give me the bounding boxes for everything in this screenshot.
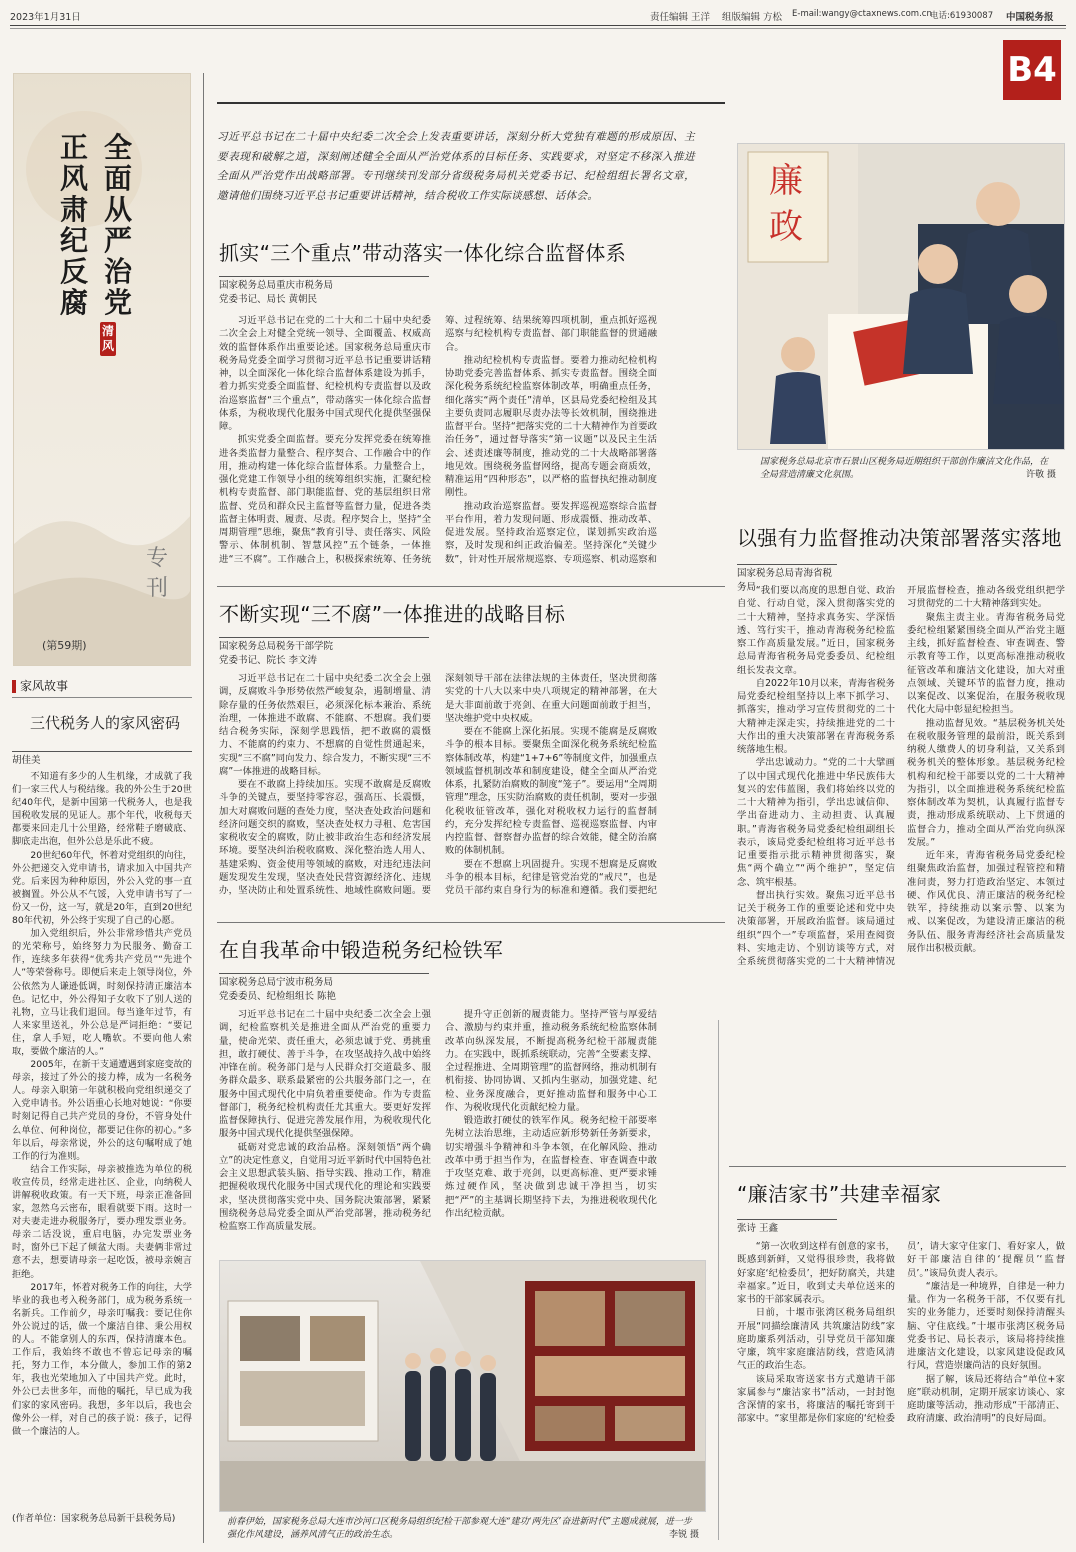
article-4-bottom-rule: [729, 1166, 1066, 1167]
family-para: 2017年，怀着对税务工作的向往，大学毕业的我也考入税务部门，成为税务系统一名新兵。工作前夕，母亲叮嘱我：要记住你外公说过的话，做一个廉洁自律、秉公用权的人。不能拿别人的东西，保持清廉本色。工作后，我始终不敢也不曾忘记母亲的嘱托，努力工作，本分做人，参加工作的第2年，我也光荣地加入了中国共产党。此时，外公已去世多年，而他的嘱托，早已成为我们家的家风密码。我想，多年以后，我也会像外公一样，对自己的孩子说：孩子，记得做一个廉洁的人。: [12, 1281, 192, 1437]
header-email: E-mail:wangy@ctaxnews.com.cn: [792, 9, 932, 19]
column-divider: [203, 73, 204, 1543]
banner-title-line-1: 全面从严治党: [103, 131, 132, 319]
article-4-para: 聚焦主责主业。青海省税务局党委纪检组紧紧围绕全面从严治党主题主线，抓好监督检查、审查调查、警示教育等工作，以更高标准推动税收征管改革和廉洁文化建设，加大对重点领域、关键环节的监督力度，推动以案促改、以案促治，在服务税收现代化大局中彰显纪检担当。: [907, 611, 1065, 716]
header-date: 2023年1月31日: [10, 12, 81, 23]
banner-title-line-2: 正风肃纪反腐: [59, 131, 88, 319]
intro-top-rule: [217, 102, 725, 104]
exhibition-photo-illustration: [220, 1261, 706, 1512]
banner-zhuankan: 专刊: [145, 546, 168, 601]
article-5-body: [737, 1240, 1065, 1542]
lianzheng-caption-credit: 许敬 摄: [1026, 470, 1056, 480]
header-paper-name: 中国税务报: [1006, 12, 1054, 23]
family-para: 20世纪60年代，怀着对党组织的向往，外公把递交入党申请书，请求加入中国共产党。后来因为种种原因，外公入党的事一直被搁置。外公从不气馁，入党申请书写了一份又一份，这一写，就是20年，直到20世纪80年代初，外公终于实现了自己的心愿。: [12, 849, 192, 927]
family-body: [12, 770, 192, 1510]
family-para: 结合工作实际，母亲被推选为单位的税收宣传员，经常走进社区、企业，向纳税人讲解税收政策。有一天下班，母亲正准备回家，忽然乌云密布，眼看就要下雨。这时一对夫妻走进办税服务厅，要办理发票业务。母亲二话没说，重启电脑，办完发票业务时，窗外已下起了倾盆大雨。夫妻俩非常过意不去，想要请母亲一起吃饭，被母亲婉言拒绝。: [12, 1163, 192, 1280]
exhibition-caption-credit: 李锐 摄: [669, 1530, 699, 1540]
article-1-author: 党委书记、局长 黄朝民: [219, 293, 318, 305]
section-tag: 家风故事: [12, 680, 68, 693]
article-1-byline: [219, 276, 429, 306]
banner-seal: 清风: [100, 322, 116, 356]
article-1-title: 抓实“三个重点”带动落实一体化综合监督体系: [219, 241, 627, 265]
article-2-author: 党委书记、院长 李文涛: [219, 654, 318, 666]
article-3-author: 党委委员、纪检组组长 陈艳: [219, 990, 337, 1002]
article-3-title: 在自我革命中锻造税务纪检铁军: [219, 938, 504, 962]
article-4-byline: 国家税务总局青海省税务局: [737, 564, 837, 594]
article-4-para: 学出忠诚动力。“党的二十大擘画了以中国式现代化推进中华民族伟大复兴的宏伟蓝图，我们将始终以党的二十大精神为指引，学出忠诚信仰、学出奋进动力、主动担责、认真履职。”青海省税务局党委纪检组副组长表示，该局党委纪检组将习近平总书记重要指示批示精神贯彻落实，聚焦“两个确立”“两个维护”，坚定信念、筑牢根基。: [737, 757, 895, 888]
article-1-body: [219, 314, 657, 576]
header-rule: [10, 25, 1066, 26]
lianzheng-photo-caption: [760, 456, 1056, 484]
column-banner: [13, 73, 191, 666]
article-3-para: 锻造敢打硬仗的铁军作风。税务纪检干部要率先树立法治思维，主动适应新形势新任务新要求，切实增强斗争精神和斗争本领，在化解风险、推动改革中勇于担当作为，在监督检查、审查调查中敢于攻坚克难、敢于亮剑，以更高标准、更严要求锤炼过硬作风，坚决做到忠诚干净担当，切实把“严”的主基调长期坚持下去，为推进税收现代化作出纪检贡献。: [445, 1115, 657, 1219]
article-4-para: “我们要以高度的思想自觉、政治自觉、行动自觉，深入贯彻落实党的二十大精神，坚持求真务实、学深悟透、笃行实干，推动青海税务纪检监察工作高质量发展。”近日，国家税务总局青海省税务局党委委员、纪检组组长发表文章。: [737, 585, 895, 676]
exhibition-photo: [219, 1260, 706, 1512]
article-3-para: 提升守正创新的履责能力。坚持严管与厚爱结合、激励与约束并重，推动税务系统纪检监察体制改革向纵深发展，不断提高税务纪检干部履责能力。在实践中，既抓系统联动，完善“全要素支撑、全过程推进、全周期管理”的监督网络，推动机制有机衔接、协同协调、又抓内生驱动，加强党建、纪检、业务深度融合，更好推动监督和服务中心工作、为税收现代化贡献纪检力量。: [445, 1009, 657, 1113]
header-phone: 电话:61930087: [930, 11, 994, 21]
section-tag-rule: [12, 697, 192, 698]
article-3-byline: [219, 973, 429, 1003]
article-3-body: [219, 1008, 657, 1248]
article-5-para: “第一次收到这样有创意的家书，既感到新鲜，又觉得很珍贵，我将做好家庭‘纪检委员’，把好防腐关，共建幸福家。”近日，收到丈夫单位送来的家书的干部家属表示。: [737, 1241, 895, 1305]
article-1-para: 抓实党委全面监督。要充分发挥党委在统筹推进各类监督力量整合、程序契合、工作融合中的作用，推动构建一体化综合监督体系。力量整合上，强化党建工作领导小组的统筹组织实施，汇聚纪检机构专责监督、部门职能监督、党的基层组织日常监督、党员和群众民主监督等监督力量，促进各类监督主体明责、履责、尽责。程序契合上，坚持“全周期管理”思维，聚焦“教育引导、责任落实、风险警示、体制机制、智慧风控”五个链条，一体推进“三不腐”。工作融合上，积极探索统筹、任务统筹、过程统筹、结果统筹四项机制，重点抓好巡视巡察与纪检机构专责监督、部门职能监督的贯通融合。: [219, 315, 657, 565]
article-5-byline: 张诗 王鑫: [737, 1219, 837, 1236]
article-2-para: 习近平总书记在二十届中央纪委二次全会上强调，反腐败斗争形势依然严峻复杂，遏制增量、清除存量的任务依然艰巨，必须深化标本兼治、系统治理，一体推进不敢腐、不能腐、不想腐。我们要结合税务实际，深刻学思践悟，把不敢腐的震慑力、不能腐的约束力、不想腐的自觉性贯通起来，实现“三不腐”同向发力、综合发力，不断实现“三不腐”一体推进的战略目标。: [219, 673, 431, 777]
article-4-para: 自2022年10月以来，青海省税务局党委纪检组坚持以上率下抓学习、抓落实，推动学习宣传贯彻党的二十大精神走深走实，持续推进党的二十大作出的重大决策部署在青海税务系统落地生根。: [737, 677, 895, 755]
lianzheng-sign: 廉政: [769, 161, 803, 247]
article-1-para: 习近平总书记在党的二十大和二十届中央纪委二次全会上对健全党统一领导、全面覆盖、权威高效的监督体系作出重要论述。国家税务总局重庆市税务局党委全面学习贯彻习近平总书记重要讲话精神，以全面深化一体化综合监督体系建设为抓手，着力抓实党委全面监督、纪检机构专责监督以及政治巡察监督“三个重点”，带动落实一体化综合监督体系，为税收现代化服务中国式现代化提供坚强保障。: [219, 315, 431, 432]
family-para: 不知道有多少的人生机缘，才成就了我们一家三代人与税结缘。我的外公生于20世纪40年代，是新中国第一代税务人，也是我国税收发展的见证人。那个年代，收税每天都要来回走几十公里路，经常鞋子磨破底、脚底走出泡，但外公总是乐此不疲。: [12, 771, 192, 848]
banner-issue: (第59期): [42, 639, 87, 652]
right-column-divider: [718, 1020, 719, 1540]
article-4-para: 推动监督见效。“基层税务机关处在税收服务管理的最前沿，既关系到纳税人缴费人的切身利益，又关系到税务机关的整体形象。基层税务纪检机构和纪检干部要以党的二十大精神为指引，以全面推进税务系统纪检监察体制改革为契机，认真履行监督专责，推动形成系统联动、上下贯通的监督合力，推动全面从严治党向纵深发展。”: [907, 717, 1065, 848]
article-4-title: 以强有力监督推动决策部署落实落地: [737, 526, 1062, 550]
article-2-body: [219, 672, 657, 908]
article-5-para: 日前，十堰市张湾区税务局组织开展“同描绘廉清风 共筑廉洁防线”家庭助廉系列活动，引导党员干部知廉守廉，筑牢家庭廉洁防线，营造风清气正的政治生态。: [737, 1307, 895, 1372]
lianzheng-caption-text: 国家税务总局北京市石景山区税务局近期组织干部创作廉洁文化作品，在全局营造清廉文化氛围。: [760, 457, 1049, 480]
article-3-org: 国家税务总局宁波市税务局: [219, 977, 334, 988]
header-editor: 责任编辑 王洋: [650, 12, 711, 23]
article-1-bottom-rule: [217, 586, 725, 587]
article-2-org: 国家税务总局税务干部学院: [219, 641, 334, 652]
article-1-para: 推动纪检机构专责监督。要着力推动纪检机构协助党委完善监督体系、抓实专责监督。围绕全面深化税务系统纪检监察体制改革，明确重点任务，细化落实“两个责任”清单，区县局党委纪检组及其主要负责同志履职尽责办法等长效机制，围绕推进监督平台。坚持“把落实党的二十大精神作为首要政治任务”，通过督导落实“第一议题”以及民主生活会、述责述廉等制度，推动党的二十大战略部署落地见效。围绕税务监督网络，提高专题会商质效，精准运用“四种形态”，以严格的监督执纪推动制度刚性。: [445, 354, 657, 499]
article-4-body: [737, 584, 1065, 984]
article-4-para: 近年来，青海省税务局党委纪检组聚焦政治监督，加强过程管控和精准问责，努力打造政治坚定、本领过硬、作风优良、清正廉洁的税务纪检铁军，持续推动以案示警、以案为戒、以案促改，为建设清正廉洁的税务队伍、服务青海经济社会高质量发展作出积极贡献。: [907, 850, 1065, 954]
article-2-title: 不断实现“三不腐”一体推进的战略目标: [219, 602, 566, 626]
article-1-para: 推动政治巡察监督。要发挥巡视巡察综合监督平台作用，着力发现问题、形成震慑、推动改革、促进发展。坚持政治巡察定位，谋划抓实政治巡察，及时发现和纠正政治偏差。坚持深化“关键少数”，针对性开展常规巡察、专项巡察、机动巡察和: [445, 500, 657, 565]
article-3-para: 砥砺对党忠诚的政治品格。深刻领悟“两个确立”的决定性意义，自觉用习近平新时代中国特色社会主义思想武装头脑、指导实践、推动工作，精准把握税收现代化服务中国式现代化的理论和实践要求，坚决贯彻落实党中央、国务院决策部署，紧紧围绕税务总局党委全面从严治党部署，推动税务纪检监察工作高质量发展。: [219, 1141, 431, 1232]
article-2-para: 要在不想腐上巩固提升。实现不想腐是反腐败斗争的根本目标，纪律是管党治党的“戒尺”，也是党员干部约束自身行为的标准和遵循。我们要把纪: [445, 858, 657, 896]
family-title: 三代税务人的家风密码: [30, 714, 181, 732]
intro-text: 习近平总书记在二十届中央纪委二次全会上发表重要讲话，深刻分析大党独有难题的形成原因、主要表现和破解之道，深刻阐述健全全面从严治党体系的目标任务、实践要求，对坚定不移深入推进全面从严治党作出战略部署。专刊继续刊发部分省级税务局机关党委书记、纪检组组长署名文章，邀请他们围绕习近平总书记重要讲话精神，结合税收工作实际谈感想、话体会。: [217, 131, 695, 202]
header-layout-editor: 组版编辑 方松: [722, 12, 783, 23]
lianzheng-photo: [737, 143, 1065, 450]
exhibition-caption-text: 前春伊始，国家税务总局大连市沙河口区税务局组织纪检干部参观大连“建功‘两先区’奋进新时代”主题成就展，进一步强化作风建设，涵养风清气正的政治生态。: [227, 1517, 692, 1540]
article-1-org: 国家税务总局重庆市税务局: [219, 280, 334, 291]
article-2-byline: [219, 637, 429, 667]
exhibition-photo-caption: [227, 1516, 699, 1544]
article-2-para: 要在不敢腐上持续加压。实现不敢腐是反腐败斗争的关键点，要坚持零容忍，强高压、长震慑，加大对腐败问题的查处力度，坚决查处政治问题和经济问题交织的腐败，坚决查处权力寻租、危害国家税收安全的腐败，防止被非政治生态和经济发展环境。要坚决纠治税收腐败、深化整治选人用人、基建采购、资金使用等领域的腐败，对违纪违法问题发现发生发现，坚决查处民营资源经济化、违规办，坚决防止和处置系统性、地域性腐败问题。要深刻领导干部在法律法规的主体责任，坚决贯彻落实党的十八大以来中央八项规定的精神部署，在大是大非面前敢于亮剑、在重大问题面前敢于担当，坚决维护党中央权威。: [219, 673, 657, 896]
family-para: 2005年，在新干支通遭遇到家庭变故的母亲，接过了外公的接力棒，成为一名税务人。母亲入职第一年就积极向党组织递交了入党申请书。外公语重心长地对她说：“你要时刻记得自己共产党员的身份，不管身处什么单位、何种岗位，都要记住你的初心。”多年以后，母亲常说，外公的这句嘱咐成了她工作的行为准则。: [12, 1059, 192, 1162]
article-3-para: 习近平总书记在二十届中央纪委二次全会上强调，纪检监察机关是推进全面从严治党的重要力量，使命光荣、责任重大，必须忠诚于党、勇挑重担，敢打硬仗、善于斗争，在攻坚战持久战中始终冲锋在前。税务部门是与人民群众打交道最多、服务群众最多、联系最紧密的公共服务部门之一，在服务中国式现代化中肩负着重要使命。作为专责监督部门，税务纪检机构责任尤其重大。要更好发挥监督保障执行、促进完善发展作用，为税收现代化服务中国式现代化提供坚强保障。: [219, 1009, 431, 1140]
family-para: 加入党组织后，外公非常珍惜共产党员的光荣称号，始终努力为民服务、勤奋工作，连续多年获得“优秀共产党员”“先进个人”等荣誉称号。即便后来走上领导岗位，外公依然为人谦逊低调，时刻保持清正廉洁本色。记忆中，外公得知子女收下了别人送的礼物，立马让我们退回。每当逢年过节，有人来家里送礼，外公总是严词拒绝：“要记住，拿人手短，吃人嘴软。不要向他人索取，要做个廉洁的人。”: [12, 928, 192, 1057]
article-5-para: 该局采取寄送家书方式邀请干部家属参与“廉洁家书”活动，一封封饱含深情的家书，将廉洁的嘱托寄到干部家中。“家里都是你们家庭的‘纪检委员’，请大家守住家门、看好家人，做好干部廉洁自律的‘提醒员’‘监督员’。”该局负责人表示。: [737, 1241, 1065, 1425]
article-2-bottom-rule: [217, 922, 725, 923]
family-footer: (作者单位：国家税务总局新干县税务局): [12, 1513, 176, 1524]
article-4-para: 督出执行实效。聚焦习近平总书记关于税务工作的重要论述和党中央决策部署，开展政治监督。该局通过组织“四个一”专项监督，采用查阅资料、实地走访、个别访谈等方式，对全系统贯彻落实党的二十大精神情况开展监督检查，推动各级党组织把学习贯彻党的二十大精神落到实处。: [737, 585, 1065, 967]
article-5-title: “廉洁家书”共建幸福家: [737, 1182, 942, 1206]
page-number-badge: B4: [1003, 40, 1061, 100]
article-5-para: 据了解，该局还将结合“单位+家庭”联动机制，定期开展家访谈心、家庭助廉等活动，推动形成“干部清正、政府清廉、政治清明”的良好局面。: [907, 1373, 1065, 1425]
family-author: 胡佳美: [12, 751, 192, 768]
article-5-para: “廉洁是一种境界，自律是一种力量。作为一名税务干部，不仅要有扎实的业务能力，还要时刻保持清醒头脑、守住底线。”十堰市张湾区税务局党委书记、局长表示，该局将持续推进廉洁文化建设，以家风建设促政风行风，营造崇廉尚洁的良好氛围。: [907, 1280, 1065, 1372]
header-rule-2: [10, 28, 1066, 29]
article-2-para: 要在不能腐上深化拓展。实现不能腐是反腐败斗争的根本目标。要聚焦全面深化税务系统纪检监察体制改革，构建“1+7+6”等制度文件，加强重点领域监督机制改革和制度建设，健全全面从严治党体系，扎紧防治腐败的制度“笼子”。要运用“全周期管理”理念，压实防治腐败的责任机制，要对一步强化税收征管改革，强化对税收权力运行的监督制约，充分发挥纪检专责监督、巡视巡察监督、内审内控监督、督察督办监督的综合效能，健全防治腐败的体制机制。: [445, 726, 657, 857]
